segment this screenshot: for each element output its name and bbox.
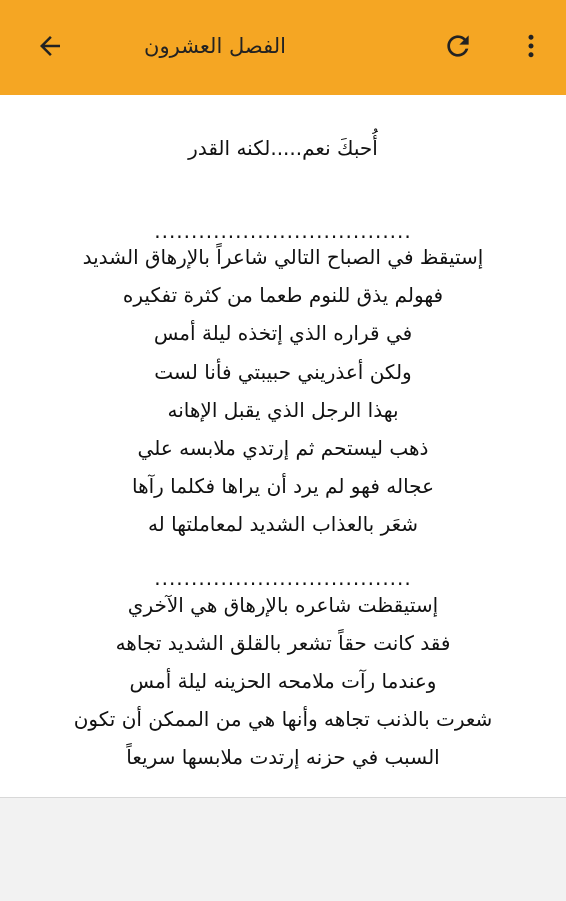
chapter-content[interactable] (0, 95, 566, 797)
poem-line: شعَر بالعذاب الشديد لمعاملتها له (147, 512, 419, 536)
poem-line: إستيقظ في الصباح التالي شاعراً بالإرهاق الشديد (82, 245, 484, 269)
poem-line: إستيقظت شاعره بالإرهاق هي الآخري (127, 593, 439, 617)
poem-line: السبب في حزنه إرتدت ملابسها سريعاً (126, 745, 440, 769)
refresh-icon (442, 30, 474, 62)
separator: ................................... (154, 566, 412, 590)
app-bar (0, 0, 566, 95)
poem-line: فهولم يذق للنوم طعما من كثرة تفكيره (122, 283, 444, 307)
bottom-panel (0, 797, 566, 901)
back-button[interactable] (26, 22, 74, 70)
poem-line: عجاله فهو لم يرد أن يراها فكلما رآها (131, 474, 435, 498)
refresh-button[interactable] (434, 22, 482, 70)
poem-line: فقد كانت حقاً تشعر بالقلق الشديد تجاهه (115, 631, 451, 655)
page-title: الفصل العشرون (144, 34, 286, 58)
separator: ................................... (154, 219, 412, 243)
poem-line: ولكن أعذريني حبيبتي فأنا لست (154, 360, 412, 384)
poem-line: شعرت بالذنب تجاهه وأنها هي من الممكن أن تكون (73, 707, 493, 731)
poem-line: ذهب ليستحم ثم إرتدي ملابسه علي (137, 436, 429, 460)
arrow-left-icon (35, 31, 65, 61)
more-vert-icon (516, 31, 546, 61)
poem-line: في قراره الذي إتخذه ليلة أمس (153, 321, 413, 345)
chapter-heading: أُحبكَ نعم.....لكنه القدر (188, 136, 378, 160)
poem-line: بهذا الرجل الذي يقبل الإهانه (167, 398, 399, 422)
overflow-menu-button[interactable] (507, 22, 555, 70)
poem-line: وعندما رآت ملامحه الحزينه ليلة أمس (129, 669, 437, 693)
